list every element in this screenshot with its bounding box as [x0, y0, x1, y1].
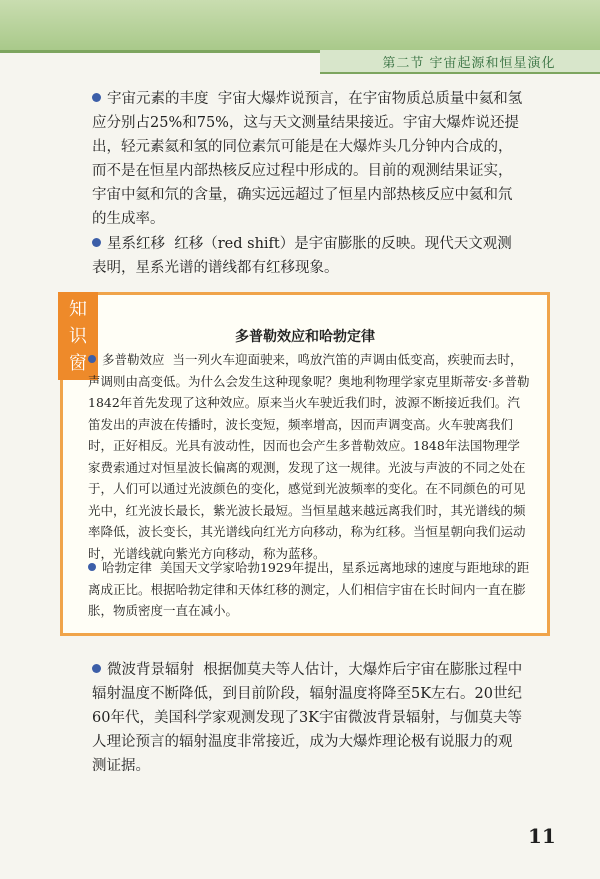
tag-char: 窗 [69, 352, 87, 374]
paragraph-element-abundance [92, 87, 524, 231]
paragraph-microwave-background [92, 658, 524, 778]
paragraph-text: 当一列火车迎面驶来，鸣放汽笛的声调由低变高，疾驶而去时，声调则由高变低。为什么会发生这种现象呢？奥地利物理学家克里斯蒂安·多普勒1842年首先发现了这种效应。原来当火车驶近我们时，波源不断接近我们。汽笛发出的声波在传播时，波长变短，频率增高，因而声调变高。火车驶离我们时，正好相反。光具有波动性，因而也会产生多普勒效应。1848年法国物理学家费索通过对恒星波长偏离的观测，发现了这一规律。光波与声波的不同之处在于，人们可以通过光波颜色的变化，感觉到光波频率的变化。在不同颜色的可见光中，红光波长最长，紫光波长最短。当恒星越来越远离我们时，其光谱线的频率降低，波长变长，其光谱线向红光方向移动，称为红移。当恒星朝向我们运动时，光谱线就向紫光方向移动，称为蓝移。 [88, 352, 530, 561]
paragraph-heading: 多普勒效应 [102, 352, 165, 367]
paragraph-redshift [92, 232, 524, 280]
page-number: 11 [528, 824, 556, 848]
paragraph-text: 根据伽莫夫等人估计，大爆炸后宇宙在膨胀过程中辐射温度不断降低，到目前阶段，辐射温度将降至5K左右。20世纪60年代，美国科学家观测发现了3K宇宙微波背景辐射，与伽莫夫等人理论预言的辐射温度非常接近，成为大爆炸理论极有说服力的观测证据。 [92, 662, 523, 774]
doppler-paragraph [88, 349, 530, 564]
paragraph-heading: 哈勃定律 [102, 560, 153, 575]
paragraph-text: 宇宙大爆炸说预言，在宇宙物质总质量中氦和氢应分别占25%和75%，这与天文测量结果接近。宇宙大爆炸说还提出，轻元素氦和氢的同位素氘可能是在大爆炸头几分钟内合成的，而不是在恒星内部热核反应过程中形成的。目前的观测结果证实，宇宙中氦和氘的含量，确实远远超过了恒星内部热核反应中氦和氘的生成率。 [92, 91, 523, 227]
paragraph-text: 红移（red shift）是宇宙膨胀的反映。现代天文观测表明，星系光谱的谱线都有红移现象。 [92, 236, 512, 276]
knowledge-box-title: 多普勒效应和哈勃定律 [235, 329, 375, 345]
paragraph-heading: 微波背景辐射 [107, 662, 194, 678]
bullet-icon [88, 355, 96, 363]
bullet-icon [92, 238, 101, 247]
bullet-icon [92, 93, 101, 102]
paragraph-heading: 星系红移 [107, 236, 165, 252]
hubble-paragraph [88, 557, 530, 622]
bullet-icon [88, 563, 96, 571]
section-header [320, 50, 600, 74]
tag-char: 识 [69, 325, 87, 347]
section-title: 第二节 宇宙起源和恒星演化 [382, 55, 556, 71]
tag-char: 知 [69, 298, 87, 320]
paragraph-text: 美国天文学家哈勃1929年提出，星系远离地球的速度与距地球的距离成正比。根据哈勃定律和天体红移的测定，人们相信宇宙在长时间内一直在膨胀，物质密度一直在减小。 [88, 560, 530, 618]
bullet-icon [92, 664, 101, 673]
top-color-band [0, 0, 600, 50]
paragraph-heading: 宇宙元素的丰度 [107, 91, 209, 107]
